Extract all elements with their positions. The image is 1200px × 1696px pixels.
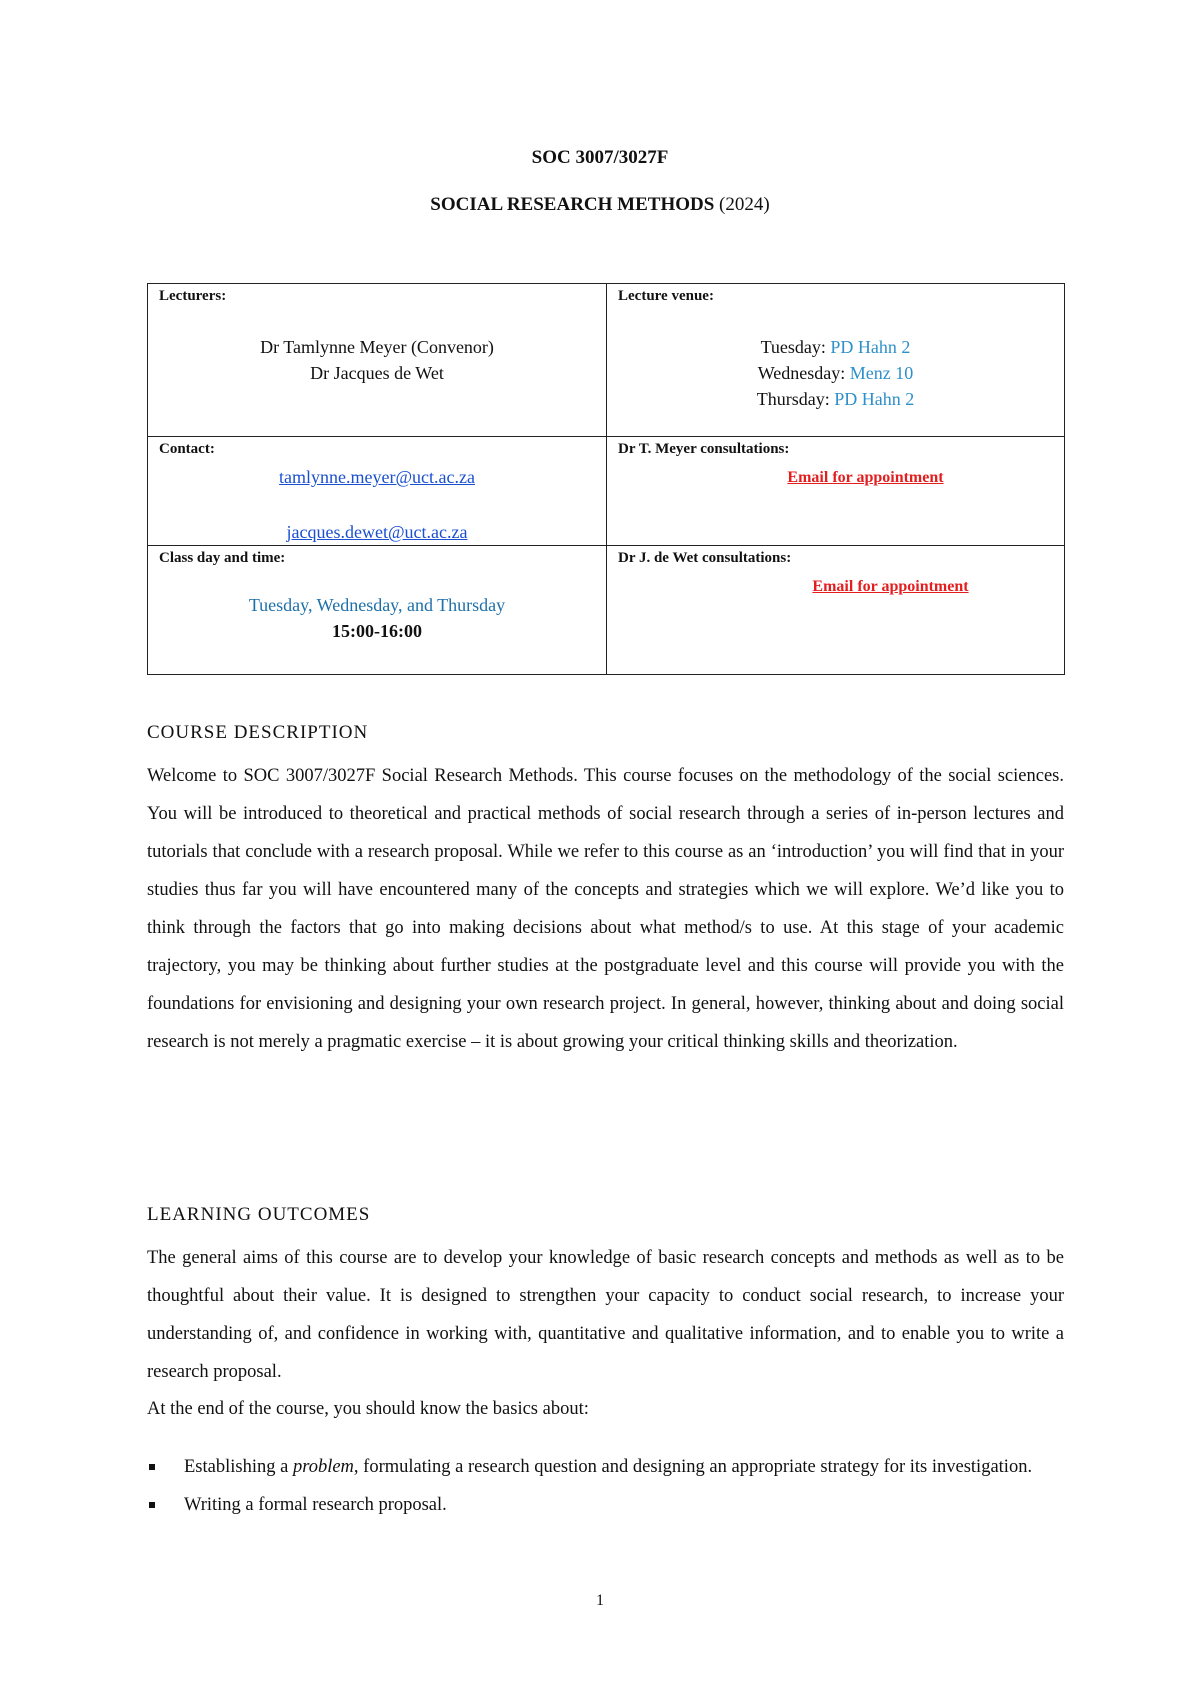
course-description-text: [147, 757, 1064, 1061]
email-link-dewet[interactable]: jacques.dewet@uct.ac.za: [286, 522, 468, 542]
emphasis-problem: problem: [292, 1457, 354, 1477]
venue-day: Wednesday:: [757, 363, 846, 383]
outcomes-intro: At the end of the course, you should know the basics about:: [147, 1399, 589, 1419]
page-number: 1: [596, 1592, 604, 1609]
learning-outcomes-paragraph: The general aims of this course are to develop your knowledge of basic research concepts and methods as well as to be thoughtful about their value. It is designed to strengthen your capacity to conduct social research, to increase your understanding of, and confidence in working with, quantitative and qualitative information, and to enable you to write a research proposal.: [147, 1248, 1064, 1382]
lecturer-name: Dr Tamlynne Meyer (Convenor): [260, 337, 494, 357]
contact-cell: [148, 437, 607, 546]
class-time: 15:00-16:00: [332, 621, 422, 641]
course-description-heading: COURSE DESCRIPTION: [147, 722, 369, 743]
list-item: Writing a formal research proposal.: [147, 1486, 1064, 1524]
venue-day: Tuesday:: [760, 337, 826, 357]
venue-row: [607, 386, 1064, 412]
lecturers-cell: [148, 284, 607, 437]
lecturer-name: Dr Jacques de Wet: [310, 363, 444, 383]
venue-row: [607, 360, 1064, 386]
meyer-consultations-label: Dr T. Meyer consultations:: [618, 441, 790, 457]
class-days: Tuesday, Wednesday, and Thursday: [248, 595, 506, 615]
class-time-label: Class day and time:: [159, 550, 286, 566]
venue-row: [607, 334, 1064, 360]
dewet-consultations-cell: [607, 546, 1065, 675]
bullet-square-icon: [149, 1464, 155, 1470]
course-info-table: [147, 283, 1065, 675]
email-link-meyer[interactable]: tamlynne.meyer@uct.ac.za: [279, 467, 475, 487]
course-code-title: SOC 3007/3027F: [531, 147, 669, 168]
venue-place: Menz 10: [849, 363, 914, 383]
dewet-appointment-link[interactable]: Email for appointment: [812, 578, 969, 595]
course-title-text: SOCIAL RESEARCH METHODS: [430, 194, 715, 215]
learning-outcomes-heading: LEARNING OUTCOMES: [147, 1204, 371, 1225]
bullet-square-icon: [149, 1502, 155, 1508]
course-year: (2024): [719, 194, 770, 215]
meyer-consultations-cell: [607, 437, 1065, 546]
class-time-cell: [148, 546, 607, 675]
course-title: [0, 194, 1200, 216]
venue-label: Lecture venue:: [618, 288, 714, 304]
outcomes-list: [147, 1448, 1064, 1524]
venue-place: PD Hahn 2: [834, 389, 915, 409]
meyer-appointment-link[interactable]: Email for appointment: [787, 469, 944, 486]
learning-outcomes-text: [147, 1239, 1064, 1391]
dewet-consultations-label: Dr J. de Wet consultations:: [618, 550, 792, 566]
list-item: Establishing a problem, formulating a research question and designing an appropriate strategy for its investigation.: [147, 1448, 1064, 1486]
lecturers-label: Lecturers:: [159, 288, 227, 304]
venue-cell: [607, 284, 1065, 437]
venue-day: Thursday:: [756, 389, 830, 409]
contact-label: Contact:: [159, 441, 215, 457]
venue-place: PD Hahn 2: [830, 337, 911, 357]
course-description-paragraph: Welcome to SOC 3007/3027F Social Research Methods. This course focuses on the methodology of the social sciences. You will be introduced to theoretical and practical methods of social research through a series of in-person lectures and tutorials that conclude with a research proposal. While we refer to this course as an ‘introduction’ you will find that in your studies thus far you will have encountered many of the concepts and strategies which we will explore. We’d like you to think through the factors that go into making decisions about what method/s to use. At this stage of your academic trajectory, you may be thinking about further studies at the postgraduate level and this course will provide you with the foundations for envisioning and designing your own research project. In general, however, thinking about and doing social research is not merely a pragmatic exercise – it is about growing your critical thinking skills and theorization.: [147, 766, 1064, 1052]
